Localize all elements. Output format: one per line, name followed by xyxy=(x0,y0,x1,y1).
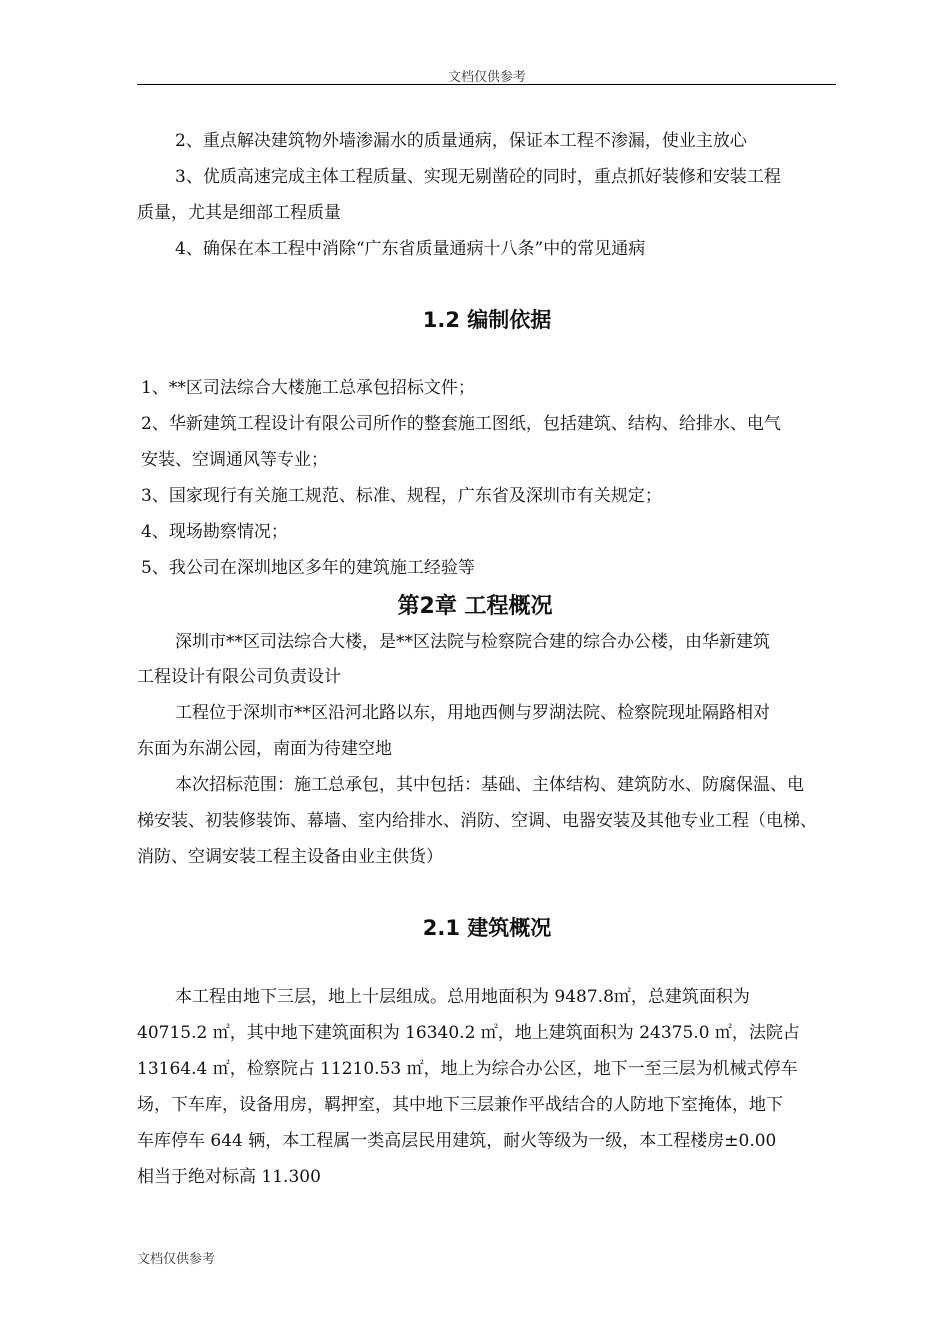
overview-line-1-cont: 工程设计有限公司负责设计 xyxy=(137,667,341,687)
basis-line-2: 2、华新建筑工程设计有限公司所作的整套施工图纸，包括建筑、结构、给排水、电气 xyxy=(141,414,781,434)
page-footer: 文档仅供参考 xyxy=(137,1252,216,1267)
building-line-2: 40715.2 ㎡，其中地下建筑面积为 16340.2 ㎡，地上建筑面积为 24375.0 ㎡，法院占 xyxy=(137,1023,800,1043)
objective-line-4: 4、确保在本工程中消除“广东省质量通病十八条”中的常见通病 xyxy=(175,239,646,259)
section-heading-2-1: 2.1 建筑概况 xyxy=(422,916,552,940)
building-line-5: 车库停车 644 辆，本工程属一类高层民用建筑，耐火等级为一级，本工程楼房±0.00 xyxy=(137,1131,777,1151)
building-line-6: 相当于绝对标高 11.300 xyxy=(137,1167,321,1187)
basis-line-4: 4、现场勘察情况； xyxy=(141,522,288,542)
objective-line-2: 2、重点解决建筑物外墙渗漏水的质量通病，保证本工程不渗漏，使业主放心 xyxy=(175,131,747,151)
section-heading-1-2: 1.2 编制依据 xyxy=(422,308,552,332)
overview-line-3: 本次招标范围：施工总承包，其中包括：基础、主体结构、建筑防水、防腐保温、电 xyxy=(175,775,804,795)
basis-line-3: 3、国家现行有关施工规范、标准、规程，广东省及深圳市有关规定； xyxy=(141,486,662,506)
building-line-4: 场，下车库，设备用房，羁押室，其中地下三层兼作平战结合的人防地下室掩体，地下 xyxy=(137,1095,783,1115)
overview-line-2-cont: 东面为东湖公园，南面为待建空地 xyxy=(137,739,392,759)
building-line-3: 13164.4 ㎡，检察院占 11210.53 ㎡，地上为综合办公区，地下一至三层为机械式停车 xyxy=(137,1059,798,1079)
building-line-1: 本工程由地下三层，地上十层组成。总用地面积为 9487.8㎡，总建筑面积为 xyxy=(175,987,750,1007)
header-rule xyxy=(137,84,836,85)
objective-line-3-cont: 质量，尤其是细部工程质量 xyxy=(137,203,341,223)
overview-line-2: 工程位于深圳市**区沿河北路以东，用地西侧与罗湖法院、检察院现址隔路相对 xyxy=(175,703,770,723)
objective-line-3: 3、优质高速完成主体工程质量、实现无剔凿砼的同时，重点抓好装修和安装工程 xyxy=(175,167,781,187)
overview-line-3-cont-b: 消防、空调安装工程主设备由业主供货） xyxy=(137,847,443,867)
basis-line-1: 1、**区司法综合大楼施工总承包招标文件； xyxy=(141,378,475,398)
basis-line-2-cont: 安装、空调通风等专业； xyxy=(141,450,328,470)
page-header: 文档仅供参考 xyxy=(447,70,526,85)
overview-line-1: 深圳市**区司法综合大楼，是**区法院与检察院合建的综合办公楼，由华新建筑 xyxy=(175,632,770,652)
overview-line-3-cont-a: 梯安装、初装修装饰、幕墙、室内给排水、消防、空调、电器安装及其他专业工程（电梯、 xyxy=(137,811,817,831)
chapter-heading-2: 第2章 工程概况 xyxy=(397,594,553,619)
basis-line-5: 5、我公司在深圳地区多年的建筑施工经验等 xyxy=(141,558,475,578)
